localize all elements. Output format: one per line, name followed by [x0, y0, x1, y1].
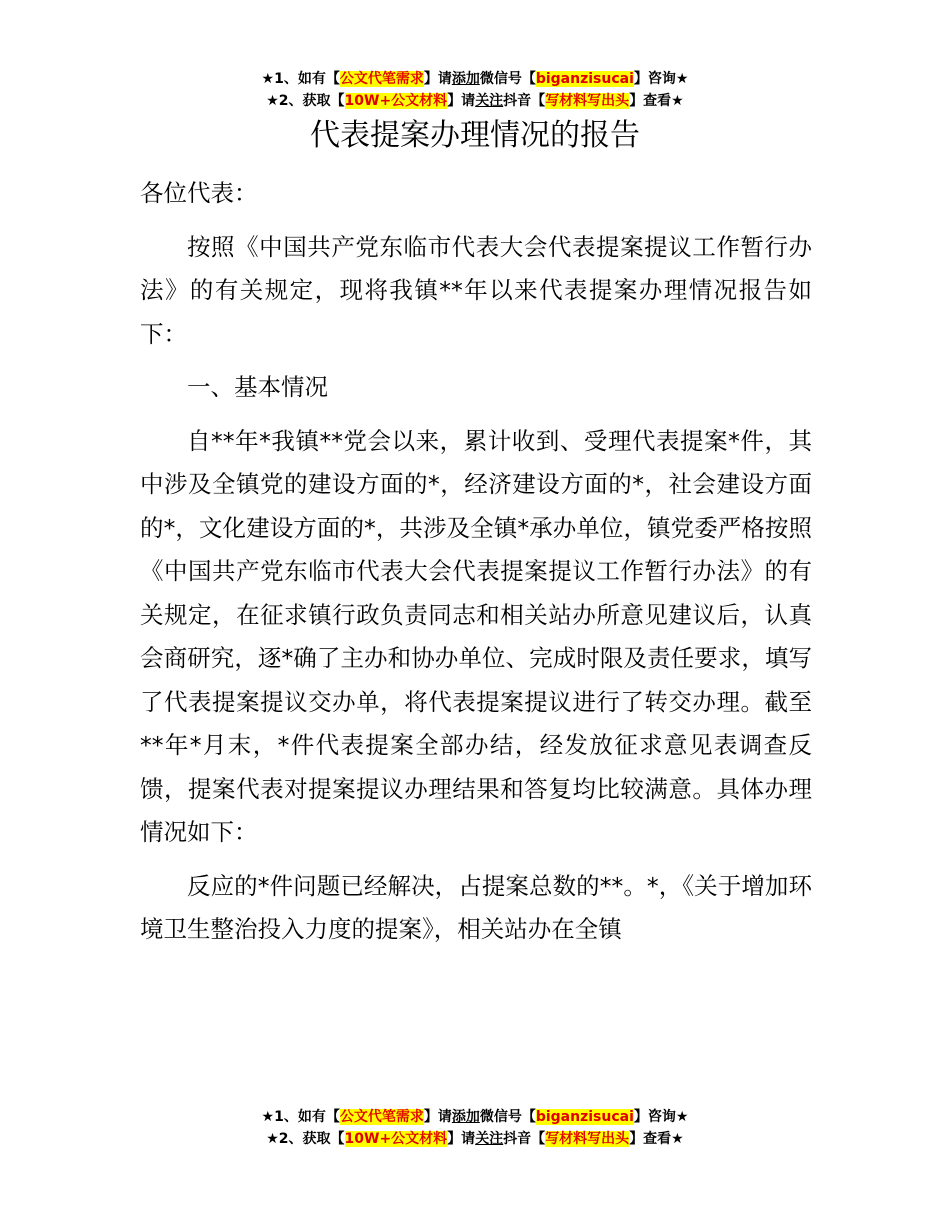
- banner-text: 抖音【: [503, 1131, 546, 1147]
- banner-highlight: 写材料写出头: [545, 1131, 630, 1147]
- banner-text: 】请: [447, 1131, 476, 1147]
- banner-text: 微信号【: [479, 71, 536, 87]
- document-body: [140, 172, 812, 962]
- banner-text: 】查看★: [629, 93, 684, 109]
- banner-text: ★2、获取【: [266, 1131, 345, 1147]
- banner-line-1: [0, 1106, 950, 1128]
- paragraph-basic-situation: 自**年*我镇**党会以来，累计收到、受理代表提案*件，其中涉及全镇党的建设方面的*，经济建设方面的*，社会建设方面的*，文化建设方面的*，共涉及全镇*承办单位，镇党委严格按照《中国共产党东临市代表大会代表提案提议工作暂行办法》的有关规定，在征求镇行政负责同志和相关站办所意见建议后，认真会商研究，逐*确了主办和协办单位、完成时限及责任要求，填写了代表提案提议交办单，将代表提案提议进行了转交办理。截至**年*月末，*件代表提案全部办结，经发放征求意见表调查反馈，提案代表对提案提议办理结果和答复均比较满意。具体办理情况如下：: [140, 426, 812, 846]
- banner-emphasis: 添加: [451, 1109, 480, 1125]
- document-title: 代表提案办理情况的报告: [310, 118, 640, 153]
- banner-line-1: [0, 68, 950, 90]
- salutation: 各位代表：: [140, 179, 258, 207]
- paragraph-intro: 按照《中国共产党东临市代表大会代表提案提议工作暂行办法》的有关规定，现将我镇**年以来代表提案办理情况报告如下：: [140, 232, 812, 348]
- banner-line-2: [0, 90, 950, 112]
- banner-text: ★2、获取【: [266, 93, 345, 109]
- banner-text: 】查看★: [629, 1131, 684, 1147]
- banner-emphasis: 关注: [475, 1131, 504, 1147]
- banner-text: 微信号【: [479, 1109, 536, 1125]
- banner-highlight: 公文代笔需求: [339, 1109, 424, 1125]
- banner-text: 】请: [423, 71, 452, 87]
- banner-text: 抖音【: [503, 93, 546, 109]
- banner-text: 】请: [423, 1109, 452, 1125]
- footer-banner: [0, 1106, 950, 1150]
- banner-text: 】咨询★: [633, 71, 689, 87]
- header-banner: [0, 68, 950, 112]
- banner-highlight: 10W+公文材料: [344, 93, 448, 109]
- banner-highlight: biganzisucai: [535, 71, 634, 87]
- banner-text: ★1、如有【: [261, 1109, 340, 1125]
- banner-highlight: 10W+公文材料: [344, 1131, 448, 1147]
- banner-highlight: biganzisucai: [535, 1109, 634, 1125]
- banner-highlight: 公文代笔需求: [339, 71, 424, 87]
- section-heading: 一、基本情况: [187, 373, 328, 401]
- banner-text: 】咨询★: [633, 1109, 689, 1125]
- banner-line-2: [0, 1128, 950, 1150]
- banner-text: 】请: [447, 93, 476, 109]
- banner-text: ★1、如有【: [261, 71, 340, 87]
- paragraph-resolved-issues: 反应的*件问题已经解决，占提案总数的**。*，《关于增加环境卫生整治投入力度的提案》，相关站办在全镇: [140, 871, 812, 943]
- banner-emphasis: 关注: [475, 93, 504, 109]
- banner-highlight: 写材料写出头: [545, 93, 630, 109]
- banner-emphasis: 添加: [451, 71, 480, 87]
